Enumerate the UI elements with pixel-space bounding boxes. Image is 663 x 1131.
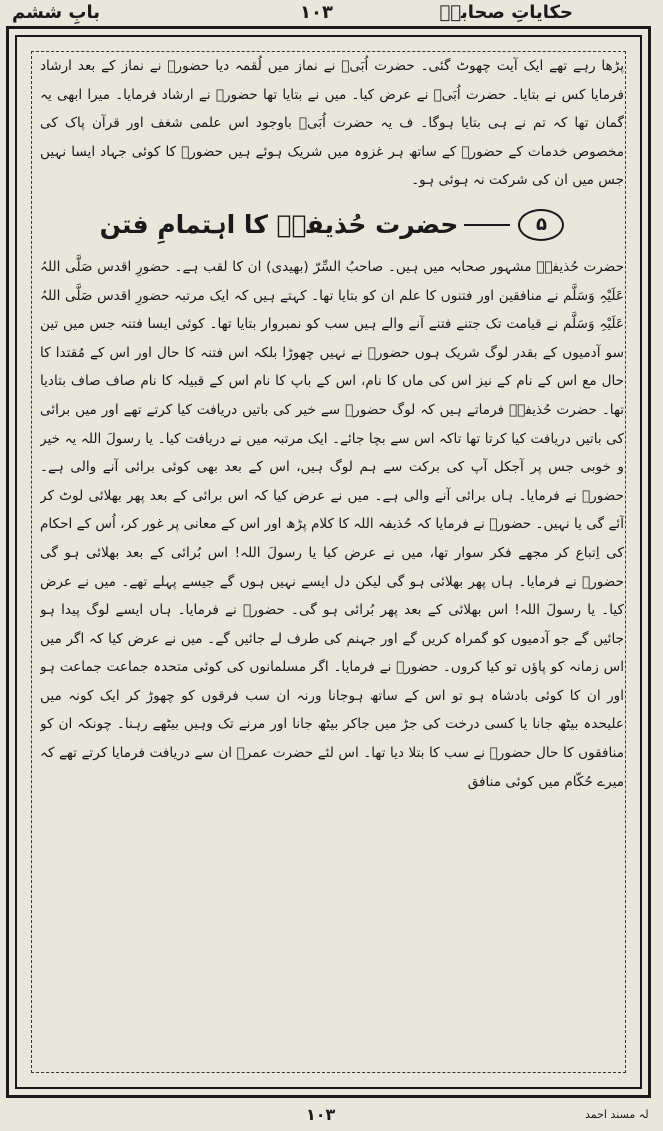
section-title: حضرت حُذیفہؓ کا اہتمامِ فتن xyxy=(99,209,459,239)
heading-rule xyxy=(464,224,510,226)
running-title-left: بابِ ششم xyxy=(12,2,101,23)
section-number: ۵ xyxy=(518,209,564,241)
running-title-right: حکایاتِ صحابہؓ xyxy=(439,2,573,23)
page-body xyxy=(40,52,624,1084)
footnote: لہ مسند احمد xyxy=(585,1108,649,1121)
paragraph-1: پڑھا رہے تھے ایک آیت چھوٹ گئی۔ حضرت اُبَیؓ نے نماز میں لُقمہ دیا حضورؐ نے نماز کے بعد ارشاد فرمایا کس نے بتایا۔ حضرت اُبَیؓ نے عرض کیا۔ میں نے بتایا تھا حضورؐ نے ارشاد فرمایا۔ میرا ابھی یہ گمان تھا کہ تم نے ہی بتایا ہوگا۔ ف یہ حضرت اُبَیؓ باوجود اس علمی شغف اور قرآن پاک کی مخصوص خدمات کے حضورؐ کے ساتھ ہر غزوہ میں شریک ہوئے ہیں حضورؐ کا کوئی جہاد ایسا نہیں جس میں ان کی شرکت نہ ہوئی ہو۔ xyxy=(40,58,624,189)
section-heading xyxy=(40,201,624,249)
page-number-top: ۱۰۳ xyxy=(300,2,333,23)
page-number-bottom: ۱۰۳ xyxy=(306,1105,336,1124)
page-header xyxy=(0,0,663,26)
paragraph-2: حضرت حُذیفہؓ مشہور صحابہ میں ہیں۔ صاحبُ السِّرّ (بھیدی) ان کا لقب ہے۔ حضورِ اقدس صَلَّی اللہُ عَلَیْہِ وَسَلَّم نے منافقین اور فتنوں کا علم ان کو بتایا تھا۔ کہتے ہیں کہ ایک مرتبہ حضورِ اقدس صَلَّی اللہُ عَلَیْہِ وَسَلَّم نے قیامت تک جتنے فتنے آنے والے ہیں سب کو نمبروار بتایا تھا۔ کوئی ایسا فتنہ جس میں تین سو آدمیوں کے بقدر لوگ شریک ہوں حضورؐ نے نہیں چھوڑا بلکہ اس فتنہ کا حال اور اس کے مُقتدا کا حال مع اس کے نام کے نیز اس کی ماں کا نام، اس کے باپ کا نام اس کے قبیلہ کا نام صاف صاف بتادیا تھا۔ حضرت حُذیفہؓ فرماتے ہیں کہ لوگ حضورؐ سے خیر کی باتیں دریافت کیا کرتے تھے اور میں برائی کی باتیں دریافت کیا کرتا تھا تاکہ اس سے بچا جائے۔ ایک مرتبہ میں نے دریافت کیا۔ یا رسولَ اللہ یہ خیر و خوبی جس پر آجکل آپ کی برکت سے ہم لوگ ہیں، اس کے بعد بھی کوئی برائی آنے والی ہے۔ حضورؐ نے فرمایا۔ ہاں برائی آنے والی ہے۔ میں نے عرض کیا کہ اس برائی کے بعد پھر بھلائی لوٹ کر آئے گی یا نہیں۔ حضورؐ نے فرمایا کہ حُذیفہ اللہ کا کلام پڑھ اور اس کے معانی پر غور کر، اُس کے احکام کی اِتباع کر مجھے فکر سوار تھا، میں نے عرض کیا یا رسولَ اللہ! اس بُرائی کے بعد بھلائی ہو گی حضورؐ نے فرمایا۔ ہاں پھر بھلائی ہو گی لیکن دل ایسے نہیں ہوں گے جیسے پہلے تھے۔ میں نے عرض کیا۔ یا رسولَ اللہ! اس بھلائی کے بعد پھر بُرائی ہو گی۔ حضورؐ نے فرمایا۔ ہاں ایسے لوگ پیدا ہو جائیں گے جو آدمیوں کو گمراہ کریں گے اور جہنم کی طرف لے جائیں گے۔ میں نے عرض کیا کہ اگر میں اس زمانہ کو پاؤں تو کیا کروں۔ حضورؐ نے فرمایا۔ اگر مسلمانوں کی کوئی متحدہ جماعت جماعت ہو اور ان کا کوئی بادشاہ ہو تو اس کے ساتھ ہوجانا ورنہ ان سب فرقوں کو چھوڑ کر ایک کونہ میں علیحدہ بیٹھ جانا یا کسی درخت کی جڑ میں جاکر بیٹھ جانا اور مرنے تک وہیں بیٹھے رہنا۔ چونکہ ان کو منافقوں کا حال حضورؐ نے سب کا بتلا دیا تھا۔ اس لئے حضرت عمرؓ ان سے دریافت فرمایا کرتے تھے کہ میرے حُکّام میں کوئی منافق xyxy=(40,258,624,790)
